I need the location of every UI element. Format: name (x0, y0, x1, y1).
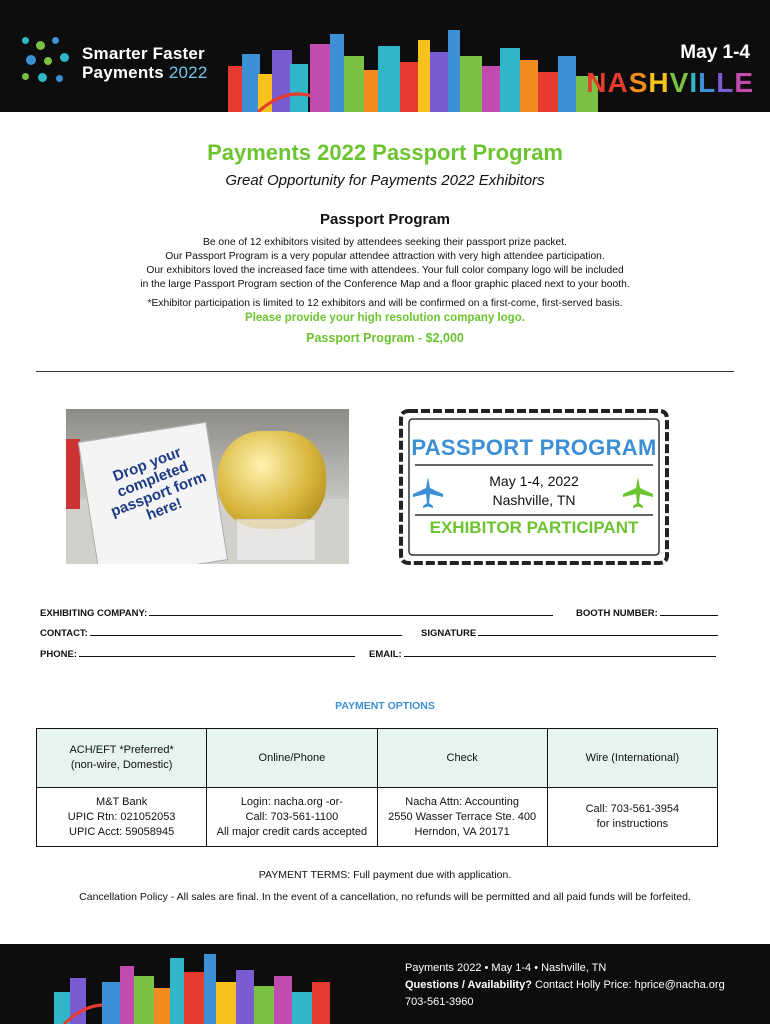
passport-stamp (395, 405, 673, 569)
booth-input-line[interactable] (660, 607, 718, 616)
header-online-line1: Online/Phone (258, 751, 326, 764)
signature-input-line[interactable] (478, 627, 718, 636)
footer-banner (0, 944, 770, 1024)
page-title: Payments 2022 Passport Program (207, 140, 563, 165)
city-letter: I (689, 67, 699, 98)
stamp-date: May 1-4, 2022 (489, 473, 579, 489)
description-line: in the large Passport Program section of the Conference Map and a floor graphic placed next to your booth. (140, 279, 630, 290)
header-ach (37, 729, 207, 788)
logo-request: Please provide your high resolution company logo. (245, 312, 525, 324)
section-title: Passport Program (319, 211, 451, 228)
detail-check-line2: 2550 Wasser Terrace Ste. 400 (388, 810, 537, 823)
booth-field[interactable] (576, 607, 718, 619)
detail-check-line1: Nacha Attn: Accounting (405, 795, 519, 808)
logo-dots-icon (22, 37, 72, 87)
detail-wire-line1: Call: 703-561-3954 (585, 803, 680, 815)
header-check-line1: Check (446, 751, 478, 764)
booth-label: BOOTH NUMBER: (576, 608, 658, 619)
drop-sign (78, 422, 228, 564)
city-letter: S (628, 67, 649, 98)
detail-check (377, 788, 547, 847)
city-letter: L (716, 67, 735, 98)
header-city (586, 67, 754, 99)
footer-phone: 703-561-3960 (405, 996, 474, 1008)
header-wire-line1: Wire (International) (585, 751, 680, 764)
city-letter: V (669, 67, 690, 98)
footer-contact (405, 960, 725, 1011)
payment-options-title: PAYMENT OPTIONS (335, 700, 435, 712)
payment-detail-row (37, 788, 718, 847)
contact-input-line[interactable] (90, 627, 402, 636)
signature-field[interactable] (421, 627, 718, 639)
email-label: EMAIL: (369, 649, 402, 660)
logo-wordmark (82, 44, 207, 82)
header-online (207, 729, 377, 788)
phone-input-line[interactable] (79, 648, 355, 657)
logo-line-1: Smarter Faster (82, 44, 205, 63)
stamp-title: PASSPORT PROGRAM (411, 435, 657, 460)
footer-contact-text[interactable]: Contact Holly Price: hprice@nacha.org (531, 979, 725, 991)
detail-online-line2: Call: 703-561-1100 (245, 810, 339, 823)
drop-sign-text: Drop your completed passport form here! (108, 443, 209, 524)
detail-check-line3: Herndon, VA 20171 (414, 825, 510, 838)
footer-skyline-graphic (44, 952, 344, 1024)
city-letter: E (734, 67, 754, 98)
header-ach-line2: (non-wire, Domestic) (70, 759, 173, 771)
description-line: Our exhibitors loved the increased face time with attendees. Your full color company logo will be included (146, 265, 624, 276)
phone-field[interactable] (40, 648, 355, 660)
payment-header-row (37, 729, 718, 788)
detail-online-line3: All major credit cards accepted (216, 825, 368, 838)
drum-stand (236, 519, 316, 561)
detail-wire (547, 788, 717, 847)
company-label: EXHIBITING COMPANY: (40, 608, 148, 619)
company-input-line[interactable] (149, 607, 553, 616)
header-date: May 1-4 (680, 42, 750, 63)
email-field[interactable] (369, 648, 716, 660)
header-wire (547, 729, 717, 788)
detail-ach-line2: UPIC Rtn: 021052053 (67, 810, 176, 823)
payment-terms: PAYMENT TERMS: Full payment due with application. (258, 869, 512, 881)
phone-label: PHONE: (40, 649, 77, 660)
description-line: Be one of 12 exhibitors visited by attendees seeking their passport prize packet. (202, 237, 568, 248)
header-ach-line1: ACH/EFT *Preferred* (69, 744, 174, 756)
detail-ach (37, 788, 207, 847)
page-subtitle: Great Opportunity for Payments 2022 Exhibitors (225, 172, 545, 189)
signature-label: SIGNATURE (421, 628, 477, 639)
footer-questions-label: Questions / Availability? (405, 979, 532, 991)
passport-drop-photo (66, 409, 349, 564)
stamp-subtitle: EXHIBITOR PARTICIPANT (429, 518, 639, 537)
program-description (60, 236, 710, 292)
airplane-icon (621, 475, 655, 509)
detail-wire-line2: for instructions (596, 818, 669, 830)
city-letter: N (586, 67, 608, 98)
city-letter: L (698, 67, 717, 98)
logo-line-2: Payments (82, 63, 164, 82)
participation-note: *Exhibitor participation is limited to 12 exhibitors and will be confirmed on a first-come, first-served basis. (147, 298, 623, 309)
program-price: Passport Program - $2,000 (306, 331, 464, 345)
email-input-line[interactable] (404, 648, 716, 657)
detail-ach-line1: M&T Bank (96, 795, 148, 808)
cancellation-policy: Cancellation Policy - All sales are final. In the event of a cancellation, no refunds will be permitted and all paid funds will be forfeited. (79, 891, 691, 903)
footer-event-line: Payments 2022 • May 1-4 • Nashville, TN (405, 962, 607, 974)
city-letter: H (648, 67, 670, 98)
header-banner (0, 0, 770, 112)
stamp-location: Nashville, TN (492, 492, 576, 508)
contact-label: CONTACT: (40, 628, 88, 639)
nashville-skyline-graphic (228, 26, 598, 112)
prize-drum (218, 431, 326, 529)
header-check (377, 729, 547, 788)
description-line: Our Passport Program is a very popular attendee attraction with very high attendee participation. (165, 251, 605, 262)
detail-online (207, 788, 377, 847)
company-field[interactable] (40, 607, 553, 619)
payment-options-table (36, 728, 718, 847)
divider (36, 371, 734, 372)
detail-ach-line3: UPIC Acct: 59058945 (69, 825, 175, 838)
footer-questions-line (405, 977, 725, 994)
logo-year: 2022 (168, 63, 208, 82)
city-letter: A (607, 67, 629, 98)
contact-field[interactable] (40, 627, 402, 639)
detail-online-line1: Login: nacha.org -or- (240, 795, 343, 808)
